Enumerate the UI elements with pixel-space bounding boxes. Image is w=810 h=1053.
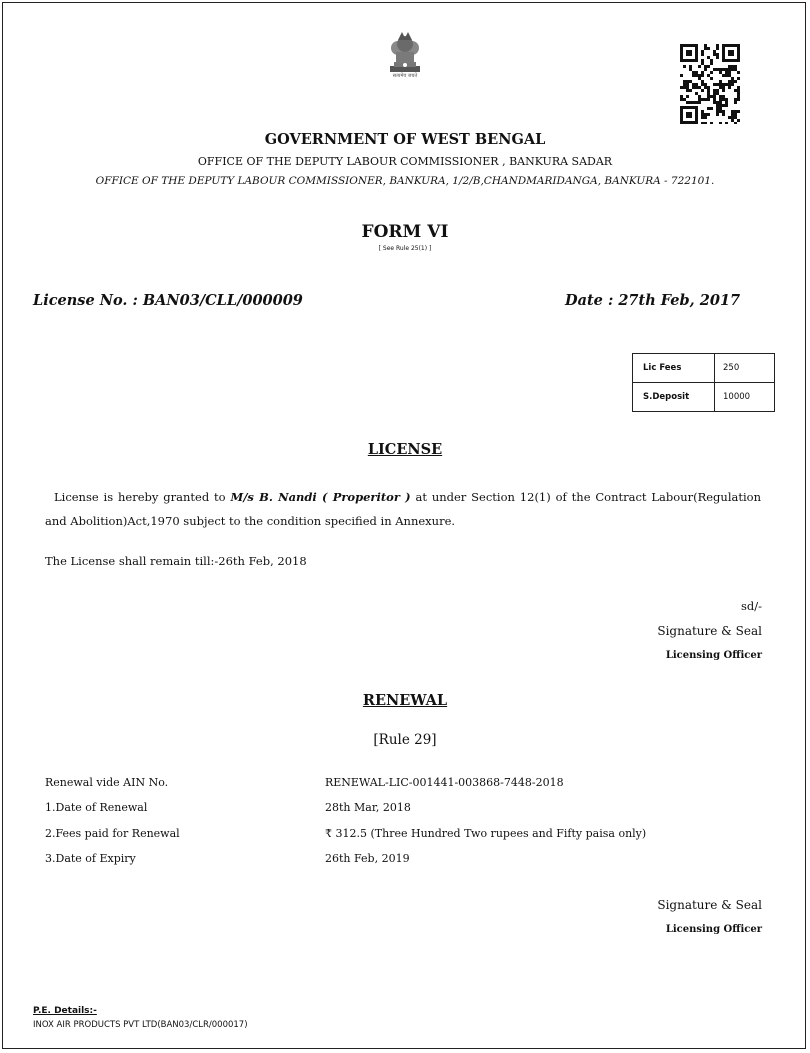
signature-seal: Signature & Seal <box>657 624 762 638</box>
renewal-licensing-officer: Licensing Officer <box>665 924 762 935</box>
pe-details-value: INOX AIR PRODUCTS PVT LTD(BAN03/CLR/000017) <box>33 1020 248 1030</box>
license-date: Date : 27th Feb, 2017 <box>565 292 741 309</box>
table-row <box>633 383 775 412</box>
renewal-ain-label: Renewal vide AIN No. <box>45 776 169 789</box>
expiry-date-label: 3.Date of Expiry <box>45 852 136 865</box>
grant-text-start: License is hereby granted to <box>54 490 231 504</box>
form-rule-reference: [ See Rule 25(1) ] <box>378 245 432 252</box>
license-grant-text <box>45 485 761 533</box>
office-name: OFFICE OF THE DEPUTY LABOUR COMMISSIONER , BANKURA SADAR <box>197 155 613 168</box>
government-title: GOVERNMENT OF WEST BENGAL <box>264 131 546 148</box>
renewal-rule: [Rule 29] <box>373 732 437 748</box>
renewal-date-value: 28th Mar, 2018 <box>325 801 411 814</box>
license-validity: The License shall remain till:-26th Feb, 2018 <box>45 554 307 568</box>
form-title: FORM VI <box>361 222 449 242</box>
pe-details-title: P.E. Details:- <box>33 1006 97 1016</box>
office-address: OFFICE OF THE DEPUTY LABOUR COMMISSIONER, BANKURA, 1/2/B,CHANDMARIDANGA, BANKURA - 722101. <box>95 175 715 187</box>
renewal-fees-value: ₹ 312.5 (Three Hundred Two rupees and Fifty paisa only) <box>325 827 647 840</box>
license-heading: LICENSE <box>367 441 443 458</box>
signed-mark: sd/- <box>740 599 762 613</box>
licensing-officer: Licensing Officer <box>665 650 762 661</box>
fee-label: Lic Fees <box>633 354 715 383</box>
deposit-label: S.Deposit <box>633 383 715 412</box>
fee-value: 250 <box>715 354 775 383</box>
renewal-signature-seal: Signature & Seal <box>657 898 762 912</box>
renewal-heading: RENEWAL <box>362 692 448 709</box>
expiry-date-value: 26th Feb, 2019 <box>325 852 410 865</box>
emblem-caption: सत्यमेव जयते <box>392 73 418 79</box>
renewal-date-label: 1.Date of Renewal <box>45 801 148 814</box>
grant-text-end: at under Section 12(1) of the Contract Labour(Regulation and Abolition)Act,1970 subject to the condition specified in Annexure. <box>45 490 761 528</box>
table-row <box>633 354 775 383</box>
license-number: License No. : BAN03/CLL/000009 <box>33 292 303 309</box>
fees-table <box>632 353 775 412</box>
qr-code-icon <box>680 44 740 124</box>
deposit-value: 10000 <box>715 383 775 412</box>
firm-name: M/s B. Nandi ( Properitor ) <box>230 490 411 504</box>
renewal-ain-value: RENEWAL-LIC-001441-003868-7448-2018 <box>325 776 564 789</box>
renewal-fees-label: 2.Fees paid for Renewal <box>45 827 180 840</box>
